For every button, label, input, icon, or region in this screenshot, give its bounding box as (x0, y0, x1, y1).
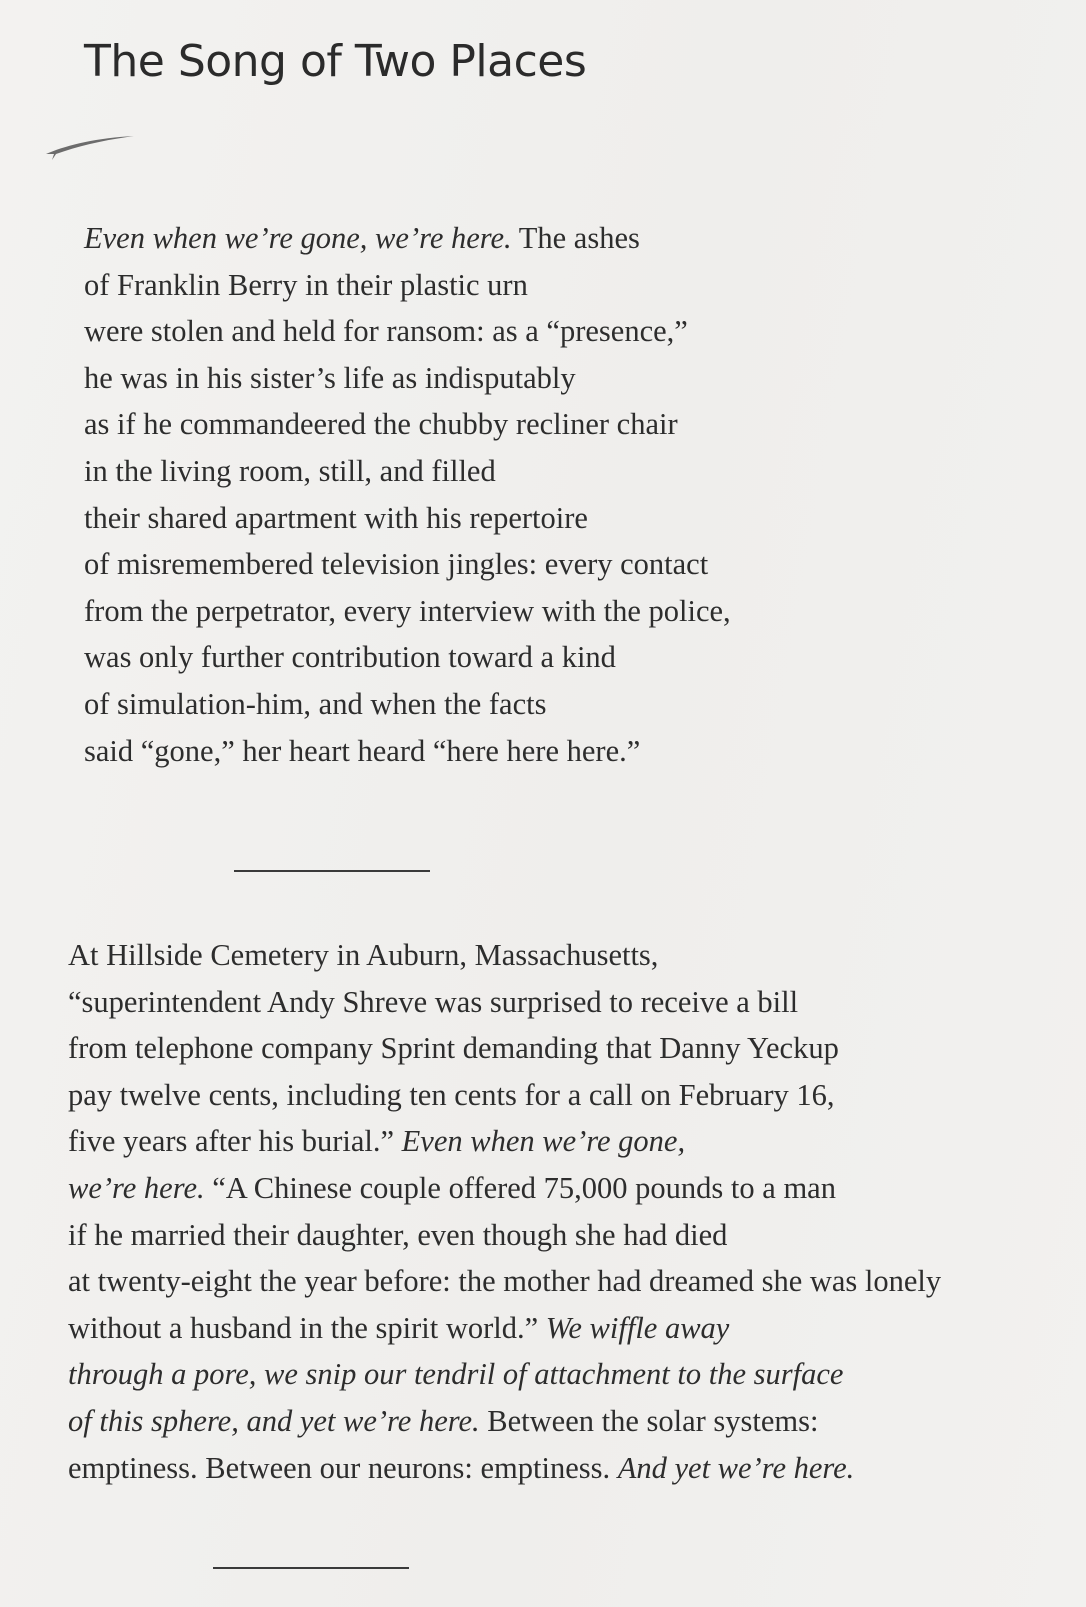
poem-line (68, 979, 941, 1026)
page-title: The Song of Two Places (84, 36, 587, 87)
poem-line (84, 355, 731, 402)
poem-line (68, 1025, 941, 1072)
poem-line (68, 1212, 941, 1259)
line-text: five years after his burial.” (68, 1124, 402, 1159)
poem-line (84, 634, 731, 681)
section-divider (234, 870, 430, 872)
line-text: “A Chinese couple offered 75,000 pounds to a man (204, 1170, 836, 1205)
poem-line (84, 401, 731, 448)
poem-line (84, 541, 731, 588)
line-text: he was in his sister’s life as indisputably (84, 360, 576, 395)
line-text: were stolen and held for ransom: as a “presence,” (84, 314, 688, 349)
line-text: said “gone,” her heart heard “here here here.” (84, 733, 641, 768)
italic-text: Even when we’re gone, we’re here. (84, 221, 512, 255)
poem-line (68, 1118, 941, 1165)
poem-line (68, 1258, 941, 1305)
italic-text: we’re here. (68, 1170, 205, 1205)
italic-text: We wiffle away (545, 1310, 730, 1345)
poem-line (84, 728, 731, 775)
poem-line (84, 262, 731, 309)
poem-line (68, 1165, 941, 1212)
line-text: of Franklin Berry in their plastic urn (84, 267, 528, 302)
line-text: from telephone company Sprint demanding that Danny Yeckup (68, 1031, 839, 1066)
poem-line (84, 495, 731, 542)
poem-line (84, 215, 731, 262)
line-text: of simulation-him, and when the facts (84, 686, 547, 721)
line-text: pay twelve cents, including ten cents for a call on February 16, (68, 1077, 835, 1112)
line-text: emptiness. Between our neurons: emptiness. (68, 1450, 618, 1485)
line-text: from the perpetrator, every interview with the police, (84, 593, 731, 628)
line-text: At Hillside Cemetery in Auburn, Massachusetts, (68, 938, 659, 972)
italic-text: of this sphere, and yet we’re here. (68, 1403, 480, 1438)
poem-line (68, 1305, 941, 1352)
line-text: of misremembered television jingles: every contact (84, 547, 709, 582)
line-text: at twenty-eight the year before: the mother had dreamed she was lonely (68, 1264, 942, 1299)
brush-stroke-ornament (44, 130, 136, 166)
poem-line (84, 588, 731, 635)
line-text: The ashes (511, 221, 640, 255)
line-text: their shared apartment with his repertoire (84, 500, 588, 535)
poem-line (84, 308, 731, 355)
italic-text: through a pore, we snip our tendril of attachment to the surface (68, 1357, 844, 1392)
stanza-1 (84, 215, 731, 774)
poem-line (68, 1072, 941, 1119)
section-divider (213, 1567, 409, 1569)
italic-text: And yet we’re here. (617, 1450, 855, 1485)
line-text: as if he commandeered the chubby recliner chair (84, 407, 678, 442)
line-text: was only further contribution toward a kind (84, 640, 616, 675)
line-text: without a husband in the spirit world.” (68, 1310, 546, 1345)
poem-line (68, 1351, 941, 1398)
line-text: Between the solar systems: (479, 1403, 819, 1438)
poem-line (84, 681, 731, 728)
poem-line (84, 448, 731, 495)
line-text: “superintendent Andy Shreve was surprised to receive a bill (68, 984, 799, 1019)
italic-text: Even when we’re gone, (401, 1124, 686, 1159)
poem-line (68, 1445, 941, 1492)
line-text: in the living room, still, and filled (84, 453, 496, 488)
poem-line (68, 932, 941, 979)
poem-line (68, 1398, 941, 1445)
stanza-2 (68, 932, 941, 1491)
line-text: if he married their daughter, even though she had died (68, 1217, 728, 1252)
